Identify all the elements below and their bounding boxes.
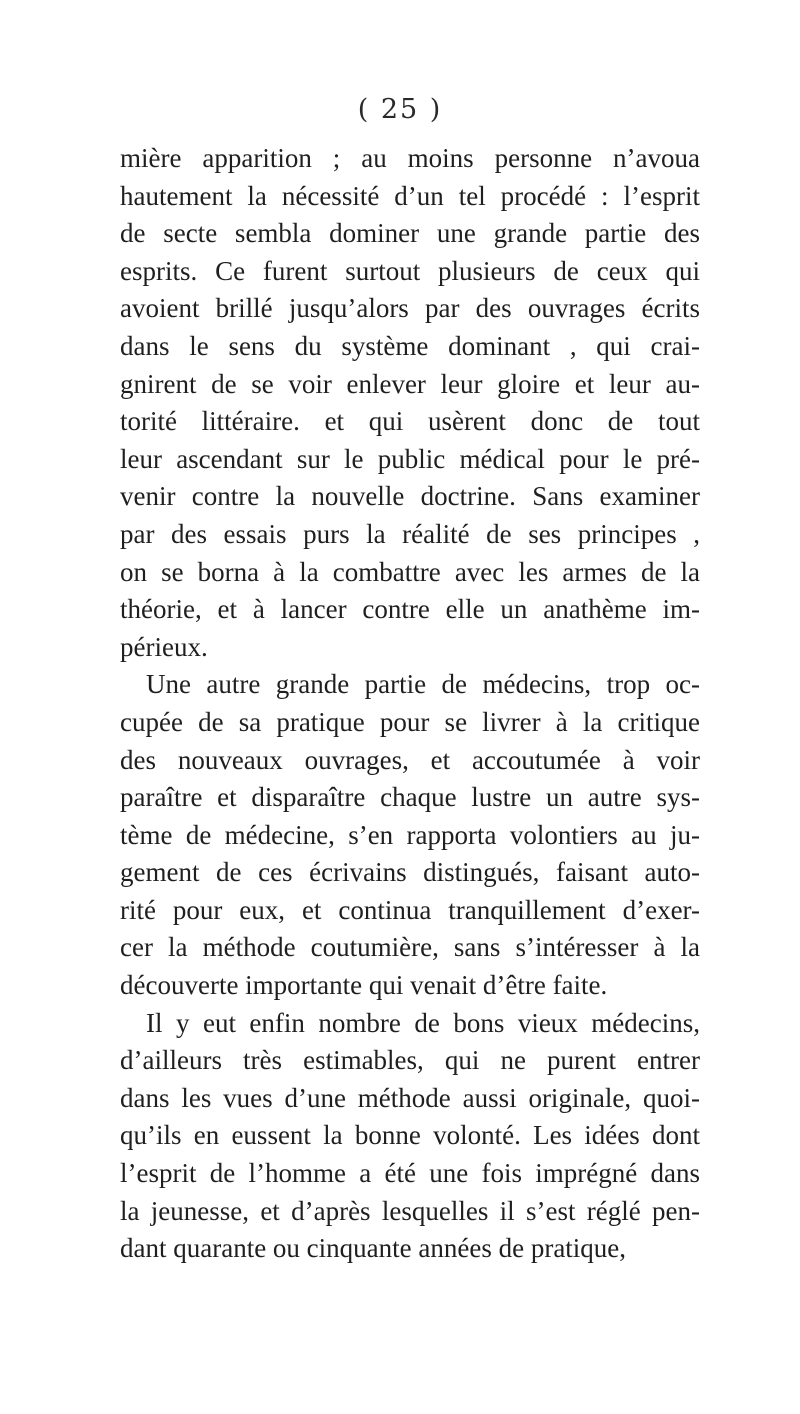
text-line: cer la méthode coutumière, sans s’intéresser à la: [120, 932, 700, 963]
text-line: des nouveaux ouvrages, et accoutumée à voir: [120, 744, 700, 775]
text-line: avoient brillé jusqu’alors par des ouvrages écrits: [120, 293, 700, 324]
text-line: dans les vues d’une méthode aussi originale, quoi-: [120, 1082, 700, 1113]
text-line: torité littéraire. et qui usèrent donc de tout: [120, 406, 700, 437]
text-line: tème de médecine, s’en rapporta volontiers au ju-: [120, 819, 700, 850]
text-line: par des essais purs la réalité de ses principes ,: [120, 518, 700, 549]
body-text: [120, 140, 700, 1268]
text-line: l’esprit de l’homme a été une fois imprégné dans: [120, 1158, 700, 1189]
text-line: mière apparition ; au moins personne n’avoua: [120, 143, 700, 173]
text-line: cupée de sa pratique pour se livrer à la critique: [120, 706, 700, 737]
text-line: la jeunesse, et d’après lesquelles il s’est réglé pen-: [120, 1195, 700, 1226]
text-line: d’ailleurs très estimables, qui ne purent entrer: [120, 1045, 700, 1076]
text-line: leur ascendant sur le public médical pour le pré-: [120, 443, 700, 474]
text-line: esprits. Ce furent surtout plusieurs de ceux qui: [120, 255, 700, 286]
text-line: rité pour eux, et continua tranquillement d’exer-: [120, 894, 700, 925]
page-number: ( 25 ): [357, 94, 443, 125]
text-line: Une autre grande partie de médecins, trop oc-: [146, 669, 700, 700]
text-line: de secte sembla dominer une grande partie des: [120, 218, 700, 249]
text-line: gnirent de se voir enlever leur gloire et leur au-: [120, 368, 700, 399]
text-line: théorie, et à lancer contre elle un anathème im-: [120, 594, 700, 625]
text-line: découverte importante qui venait d’être faite.: [120, 970, 608, 1001]
text-line: hautement la nécessité d’un tel procédé : l’esprit: [120, 180, 700, 211]
text-line: périeux.: [120, 631, 208, 662]
text-line: dans le sens du système dominant , qui crai-: [120, 330, 700, 361]
text-line: on se borna à la combattre avec les armes de la: [120, 556, 700, 587]
text-line: dant quarante ou cinquante années de pratique,: [120, 1233, 627, 1264]
text-line: venir contre la nouvelle doctrine. Sans examiner: [120, 481, 700, 512]
text-line: paraître et disparaître chaque lustre un autre sys-: [120, 782, 700, 813]
text-line: gement de ces écrivains distingués, faisant auto-: [120, 857, 700, 888]
text-line: Il y eut enfin nombre de bons vieux médecins,: [146, 1007, 700, 1038]
text-line: qu’ils en eussent la bonne volonté. Les idées dont: [120, 1120, 700, 1151]
